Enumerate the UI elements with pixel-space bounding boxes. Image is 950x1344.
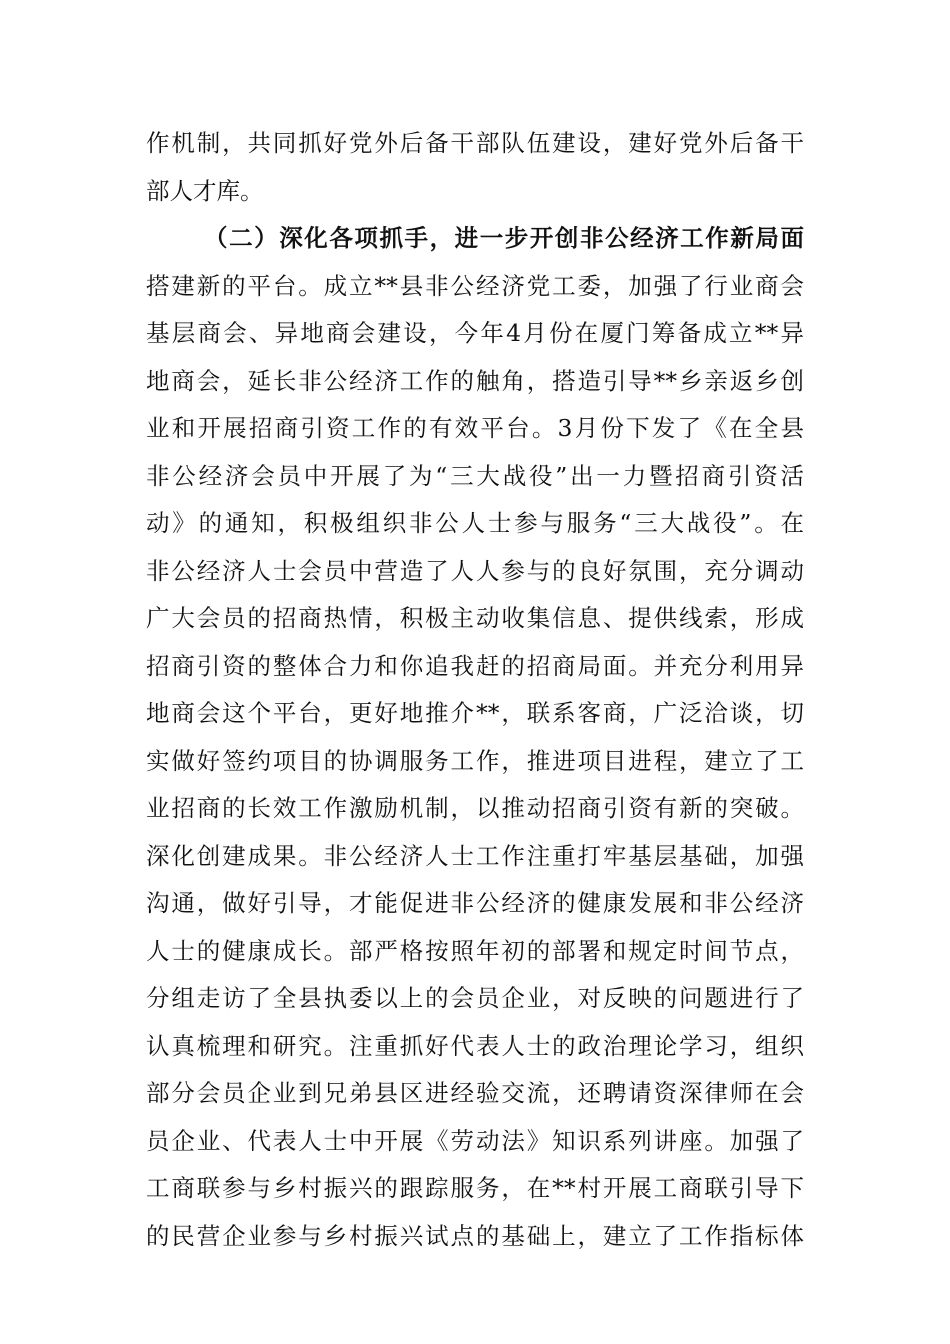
body-text-line: 地商会，延长非公经济工作的触角，搭造引导**乡亲返乡创 — [146, 366, 804, 395]
body-text-line: 部分会员企业到兄弟县区进经验交流，还聘请资深律师在会 — [146, 1079, 804, 1107]
body-text-line: 人士的健康成长。部严格按照年初的部署和规定时间节点， — [146, 936, 804, 965]
body-text-line: 员企业、代表人士中开展《劳动法》知识系列讲座。加强了 — [146, 1126, 804, 1155]
body-text-line: 作机制，共同抓好党外后备干部队伍建设，建好党外后备干 — [146, 129, 804, 157]
body-text-line: 搭建新的平台。成立**县非公经济党工委，加强了行业商会 — [146, 271, 804, 300]
body-text-line: 广大会员的招商热情，积极主动收集信息、提供线索，形成 — [146, 604, 804, 632]
body-text-line: 深化创建成果。非公经济人士工作注重打牢基层基础，加强 — [146, 841, 804, 870]
body-text-line: 认真梳理和研究。注重抓好代表人士的政治理论学习，组织 — [146, 1031, 804, 1060]
body-text-line: 非公经济人士会员中营造了人人参与的良好氛围，充分调动 — [146, 556, 804, 585]
body-text-line: 部人才库。 — [146, 176, 264, 205]
body-text-line: 招商引资的整体合力和你追我赶的招商局面。并充分利用异 — [146, 651, 804, 680]
body-text-line: 基层商会、异地商会建设，今年4月份在厦门筹备成立**异 — [146, 319, 804, 347]
body-text-line: 业招商的长效工作激励机制，以推动招商引资有新的突破。 — [146, 794, 804, 822]
body-text-line: 业和开展招商引资工作的有效平台。3月份下发了《在全县 — [146, 414, 804, 442]
body-text-line: 非公经济会员中开展了为“三大战役”出一力暨招商引资活 — [146, 461, 804, 490]
body-text-line: 地商会这个平台，更好地推介**，联系客商，广泛洽谈，切 — [146, 699, 804, 727]
body-text-line: 工商联参与乡村振兴的跟踪服务，在**村开展工商联引导下 — [146, 1174, 804, 1202]
document-page — [146, 120, 804, 1260]
body-text-line: 沟通，做好引导，才能促进非公经济的健康发展和非公经济 — [146, 889, 804, 917]
section-heading: （二）深化各项抓手，进一步开创非公经济工作新局面 — [204, 224, 804, 252]
body-text-line: 分组走访了全县执委以上的会员企业，对反映的问题进行了 — [146, 984, 804, 1012]
body-text-line: 的民营企业参与乡村振兴试点的基础上，建立了工作指标体 — [146, 1221, 804, 1250]
body-text-line: 实做好签约项目的协调服务工作，推进项目进程，建立了工 — [146, 746, 804, 775]
body-text-line: 动》的通知，积极组织非公人士参与服务“三大战役”。在 — [146, 509, 804, 537]
